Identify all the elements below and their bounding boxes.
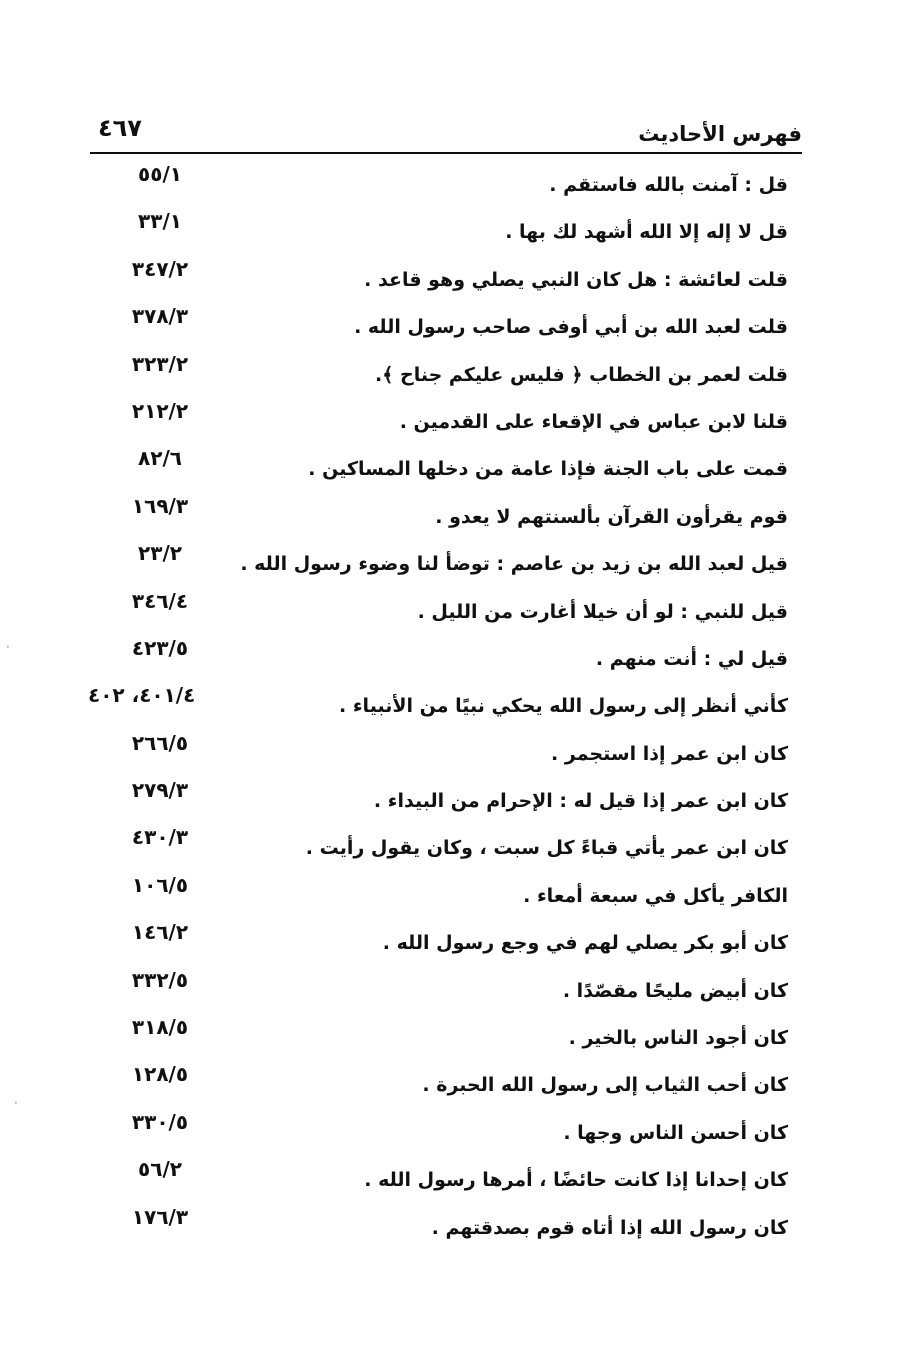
page-header [90,112,802,152]
index-entry [0,352,898,399]
index-entry [0,257,898,304]
hadith-text: قمت على باب الجنة فإذا عامة من دخلها المساكين . [308,458,788,481]
volume-page-ref: ٢٧٩/٣ [131,778,189,803]
hadith-text: كان أجود الناس بالخير . [568,1027,788,1050]
volume-page-ref: ٣١٨/٥ [131,1015,189,1040]
index-entry [0,968,898,1015]
index-entry [0,541,898,588]
hadith-text: قيل للنبي : لو أن خيلا أغارت من الليل . [417,600,788,623]
hadith-text: كأني أنظر إلى رسول الله يحكي نبيًا من الأنبياء . [339,695,788,718]
index-entry [0,162,898,209]
volume-page-ref: ٢١٢/٢ [131,398,189,423]
hadith-text: كان أحب الثياب إلى رسول الله الحبرة . [422,1074,788,1097]
volume-page-ref: ١٦٩/٣ [131,493,189,518]
volume-page-ref: ٢٦٦/٥ [131,730,189,755]
index-entry [0,731,898,778]
hadith-text: كان ابن عمر إذا استجمر . [551,742,788,765]
index-entry [0,494,898,541]
index-entry [0,446,898,493]
index-entry [0,304,898,351]
index-entry [0,636,898,683]
index-entry [0,778,898,825]
index-entry [0,1015,898,1062]
hadith-text: كان أبيض مليحًا مقصّدًا . [562,979,788,1002]
header-divider [90,152,802,154]
index-entry [0,825,898,872]
index-entry [0,1157,898,1204]
hadith-text: كان ابن عمر يأتي قباءً كل سبت ، وكان يقول رأيت . [305,837,788,860]
volume-page-ref: ٢٣/٢ [138,541,182,566]
index-entry [0,1062,898,1109]
volume-page-ref: ١٤٦/٢ [131,920,189,945]
index-entry [0,873,898,920]
index-entry [0,1110,898,1157]
hadith-text: كان رسول الله إذا أتاه قوم بصدقتهم . [431,1216,788,1239]
volume-page-ref: ١٧٦/٣ [131,1204,189,1229]
index-entry [0,589,898,636]
volume-page-ref: ٤٣٠/٣ [131,825,189,850]
volume-page-ref: ٣٣/١ [138,209,182,234]
hadith-text: كان إحدانا إذا كانت حائضًا ، أمرها رسول الله . [364,1169,788,1192]
volume-page-ref: ٣٧٨/٣ [131,304,189,329]
hadith-text: قيل لي : أنت منهم . [595,647,788,670]
volume-page-ref: ٤٢٣/٥ [131,635,189,660]
hadith-text: قلت لعائشة : هل كان النبي يصلي وهو قاعد . [364,268,788,291]
hadith-text: قلت لعبد الله بن أبي أوفى صاحب رسول الله . [354,316,788,339]
hadith-text: الكافر يأكل في سبعة أمعاء . [523,884,788,907]
scan-margin-mark: · [6,640,10,654]
index-entry [0,920,898,967]
volume-page-ref: ٤٠١/٤، ٤٠٢ [88,683,196,708]
hadith-index-list [0,162,898,1252]
volume-page-ref: ٥٦/٢ [138,1157,182,1182]
volume-page-ref: ٥٥/١ [138,162,182,186]
hadith-text: كان ابن عمر إذا قيل له : الإحرام من البيداء . [373,790,788,813]
volume-page-ref: ٣٣٢/٥ [131,967,189,992]
index-title: فهرس الأحاديث [638,122,802,146]
volume-page-ref: ٣٤٦/٤ [131,588,189,613]
page-number: ٤٦٧ [98,114,142,142]
index-entry [0,209,898,256]
volume-page-ref: ٣٤٧/٢ [131,256,189,281]
volume-page-ref: ١٠٦/٥ [131,872,189,897]
volume-page-ref: ٣٢٣/٢ [131,351,189,376]
index-entry [0,683,898,730]
index-entry [0,1205,898,1252]
index-entry [0,399,898,446]
hadith-text: كان أبو بكر يصلي لهم في وجع رسول الله . [382,932,788,955]
hadith-text: قلت لعمر بن الخطاب ﴿ فليس عليكم جناح ﴾. [375,363,788,386]
hadith-text: قل لا إله إلا الله أشهد لك بها . [505,221,788,244]
hadith-text: قلنا لابن عباس في الإقعاء على القدمين . [399,410,788,433]
hadith-text: قل : آمنت بالله فاستقم . [549,174,788,196]
scan-margin-mark: · [14,1096,18,1110]
hadith-text: قوم يقرأون القرآن بألسنتهم لا يعدو . [435,505,788,528]
volume-page-ref: ٣٣٠/٥ [131,1109,189,1134]
hadith-text: قيل لعبد الله بن زيد بن عاصم : توضأ لنا وضوء رسول الله . [240,553,788,576]
volume-page-ref: ٨٢/٦ [138,446,182,471]
volume-page-ref: ١٢٨/٥ [131,1062,189,1087]
hadith-text: كان أحسن الناس وجها . [563,1121,788,1144]
